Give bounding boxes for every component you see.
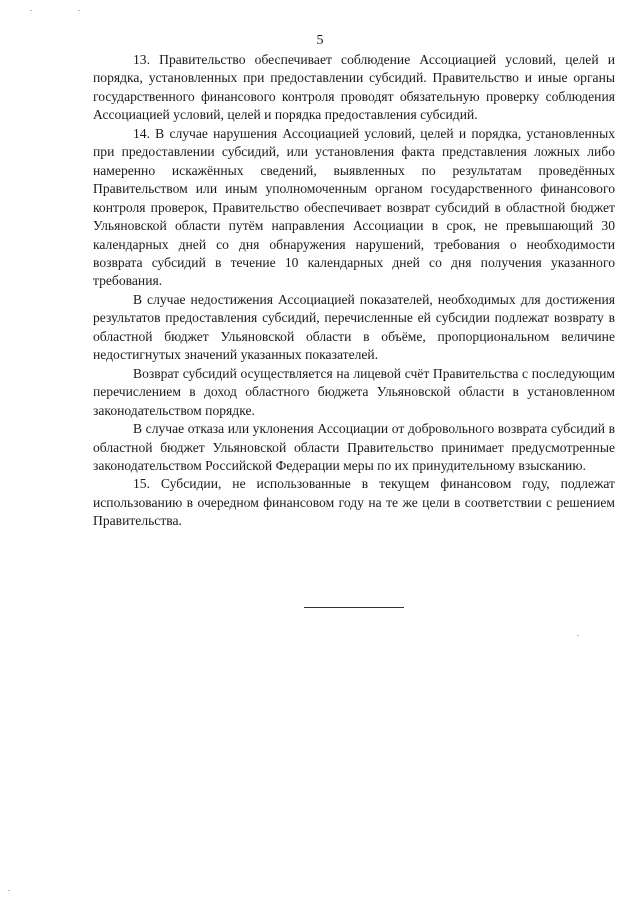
paragraph-15: 15. Субсидии, не использованные в текущем финансовом году, подлежат использованию в очередном финансовом году на те же цели в соответствии с решением Правительства. (93, 476, 615, 529)
paragraph-14: 14. В случае нарушения Ассоциацией условий, целей и порядка, установленных при предоставлении субсидий, или установления факта представления ложных либо намеренно искажённых сведений, выявленных по результатам проведённых Правительством или иным уполномоченным органом государственного финансового контроля проверок, Правительство обеспечивает возврат субсидий в областной бюджет Ульяновской области путём направления Ассоциации в срок, не превышающий 30 календарных дней со дня обнаружения нарушений, требования о необходимости возврата субсидий в течение 10 календарных дней со дня получения указанного требования. (93, 125, 615, 289)
paragraph-refusal: В случае отказа или уклонения Ассоциации от добровольного возврата субсидий в областной бюджет Ульяновской области Правительство принимает предусмотренные законодательством Российской Федерации меры по их принудительному взысканию. (93, 421, 615, 473)
scan-speck (577, 635, 579, 636)
paragraph-13: 13. Правительство обеспечивает соблюдение Ассоциацией условий, целей и порядка, установленных при предоставлении субсидий. Правительство и иные органы государственного финансового контроля проводят обязательную проверку соблюдения Ассоциацией условий, целей и порядка предоставления субсидий. (93, 52, 615, 123)
paragraph-indicators-return: В случае недостижения Ассоциацией показателей, необходимых для достижения результатов предоставления субсидий, перечисленные ей субсидии подлежат возврату в областной бюджет Ульяновской области в объёме, пропорциональном величине недостигнутых значений указанных показателей. (93, 291, 615, 363)
paragraph-return-account: Возврат субсидий осуществляется на лицевой счёт Правительства с последующим перечислением в доход областного бюджета Ульяновской области в установленном законодательством порядке. (93, 365, 615, 418)
document-body (93, 51, 615, 531)
page-number: 5 (316, 33, 324, 48)
scan-speck (30, 10, 32, 11)
end-divider-line (304, 607, 404, 608)
scan-speck (8, 890, 10, 891)
scan-speck (78, 10, 80, 11)
